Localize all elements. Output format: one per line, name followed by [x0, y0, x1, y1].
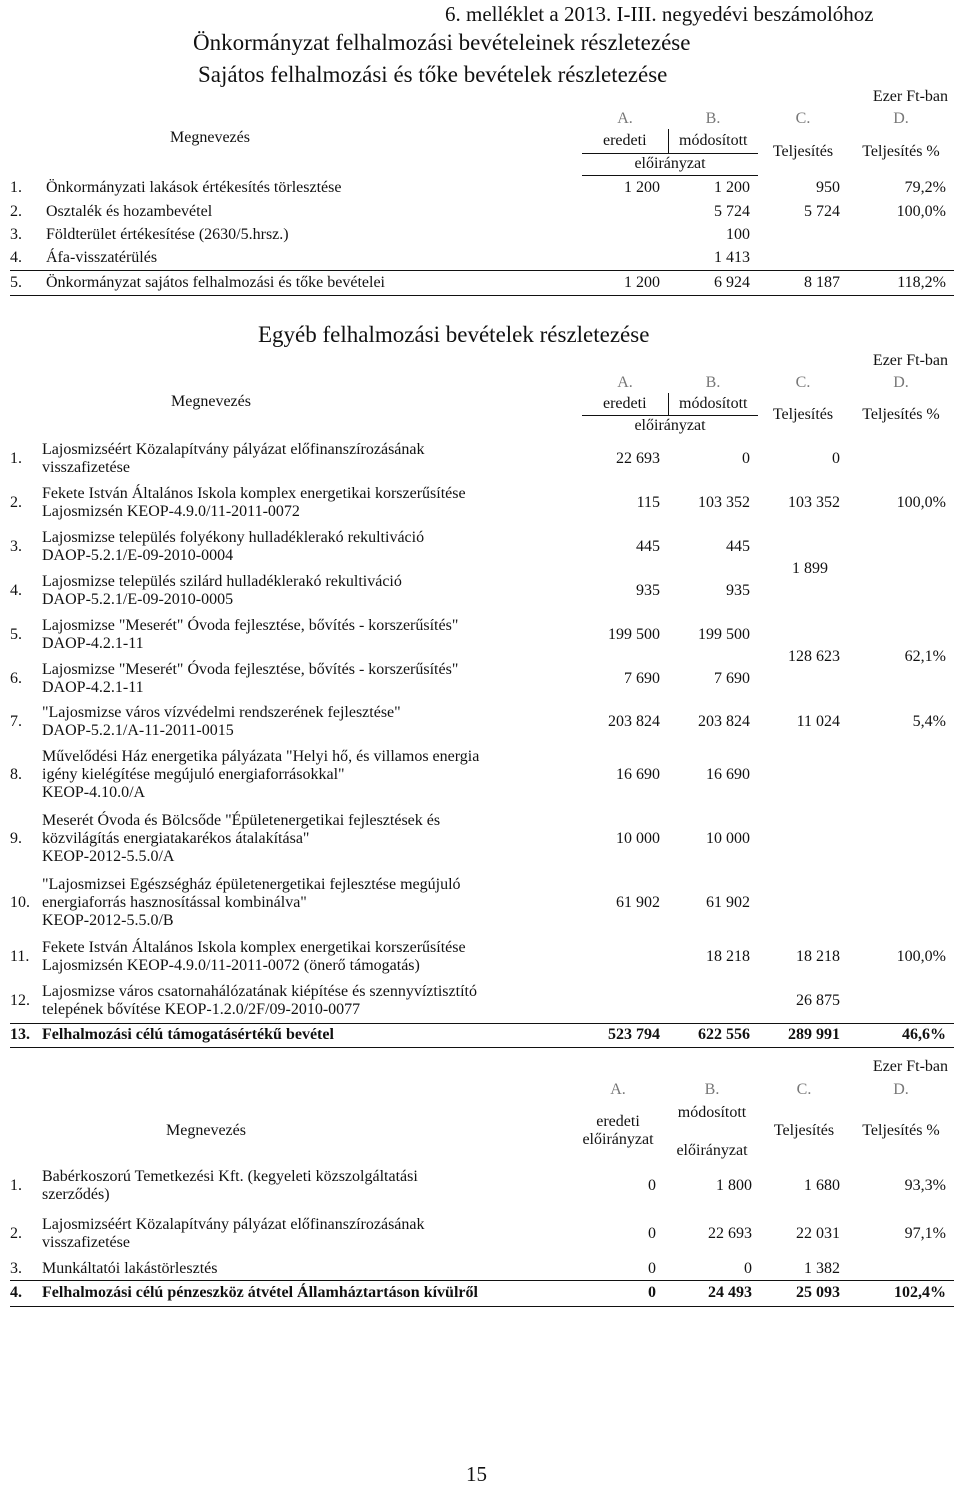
- value-teljesites-merged: 1 899: [792, 560, 828, 578]
- row-number: 2.: [10, 494, 22, 512]
- header-eredeti-eloiranyzat: [572, 1100, 664, 1162]
- header-eloiranyzat-2: előirányzat: [676, 1141, 748, 1159]
- section1-title: Sajátos felhalmozási és tőke bevételek részletezése: [198, 62, 668, 87]
- value-eredeti: 935: [636, 582, 660, 600]
- header-teljesites: Teljesítés: [773, 1122, 835, 1140]
- value-teljesites-pct: [848, 743, 954, 807]
- value-eredeti: 0: [648, 1225, 656, 1243]
- col-letter-a: A.: [610, 1081, 626, 1099]
- row-name-line: Fekete István Általános Iskola komplex energetikai korszerűsítése: [42, 939, 466, 957]
- row-name-line: Lajosmizse település szilárd hulladéklerakó rekultiváció: [42, 573, 402, 591]
- row-name-line: igény kielégítése megújuló energiaforrásokkal": [42, 766, 345, 784]
- value-teljesites-pct: 100,0%: [896, 948, 946, 966]
- row-number: 13.: [10, 1023, 40, 1047]
- value-eredeti: [582, 935, 668, 979]
- header-eredeti: eredeti: [582, 129, 668, 153]
- value-teljesites: 289 991: [758, 1023, 848, 1047]
- row-name: [40, 1210, 572, 1258]
- value-teljesites-pct: [848, 871, 954, 935]
- col-letter-b: B.: [705, 110, 721, 128]
- value-teljesites-merged: 128 623: [788, 648, 840, 666]
- value-teljesites: [758, 807, 848, 871]
- value-modositott: 18 218: [706, 948, 750, 966]
- table1-body: [10, 175, 954, 295]
- value-teljesites-pct: 118,2%: [848, 270, 954, 295]
- value-teljesites: 1 382: [804, 1259, 840, 1277]
- row-number: 2.: [10, 1225, 22, 1243]
- value-modositott: 199 500: [698, 626, 750, 644]
- row-name: [40, 871, 582, 935]
- header-teljesites-pct: Teljesítés %: [862, 143, 940, 161]
- row-name-line: KEOP-2012-5.5.0/A: [42, 847, 175, 865]
- row-name-line: Lajosmizse város csatornahálózatának kiépítése és szennyvíztisztító: [42, 982, 477, 1000]
- table-row: [10, 871, 954, 935]
- row-name-line: KEOP-4.10.0/A: [42, 783, 146, 801]
- value-teljesites-pct: 102,4%: [848, 1280, 954, 1306]
- value-teljesites: 950: [816, 178, 840, 196]
- value-modositott: 1 200: [714, 178, 750, 196]
- row-name-line: Munkáltatói lakástörlesztés: [42, 1259, 218, 1277]
- total-row: [10, 270, 954, 295]
- row-name: [40, 657, 582, 701]
- total-row: [10, 1280, 954, 1306]
- value-modositott: 935: [726, 582, 750, 600]
- value-teljesites-pct: [848, 807, 954, 871]
- value-eredeti: 523 794: [582, 1023, 668, 1047]
- unit-label-3: Ezer Ft-ban: [872, 1058, 948, 1075]
- row-number: 1.: [10, 178, 22, 196]
- value-eredeti: 10 000: [616, 830, 660, 848]
- header-modositott: módosított: [668, 393, 758, 415]
- header-megnevezes: Megnevezés: [166, 1122, 246, 1140]
- row-name: [40, 807, 582, 871]
- row-number: 12.: [10, 991, 30, 1009]
- total-row: [10, 1023, 954, 1047]
- value-teljesites-pct: 100,0%: [896, 494, 946, 512]
- value-teljesites-pct: 46,6%: [848, 1023, 954, 1047]
- table-row: [10, 979, 954, 1023]
- table-row: [10, 1162, 954, 1210]
- table-other-capital-revenues: [10, 373, 954, 1048]
- row-number: 4.: [10, 248, 22, 266]
- value-modositott: 0: [742, 450, 750, 468]
- header-eloiranyzat: előirányzat: [582, 1131, 654, 1148]
- value-teljesites: 103 352: [788, 494, 840, 512]
- value-teljesites-pct: 100,0%: [896, 202, 946, 220]
- value-teljesites-pct: 93,3%: [904, 1177, 946, 1195]
- header-megnevezes: Megnevezés: [171, 393, 251, 410]
- row-name: Felhalmozási célú pénzeszköz átvétel Államháztartáson kívülről: [40, 1280, 572, 1306]
- header-eloiranyzat: előirányzat: [634, 417, 706, 435]
- header-modositott: módosított: [677, 1104, 747, 1121]
- value-teljesites-pct: 97,1%: [904, 1225, 946, 1243]
- row-number: 5.: [10, 626, 22, 644]
- col-letter-a: A.: [617, 374, 633, 392]
- row-name-line: energiaforrás hasznosítással kombinálva": [42, 894, 307, 912]
- row-name-line: Lajosmizsén KEOP-4.9.0/11-2011-0072: [42, 503, 300, 520]
- column-letters-row-2: [10, 373, 954, 393]
- row-number: 2.: [10, 202, 22, 220]
- value-teljesites: 11 024: [796, 713, 840, 731]
- value-teljesites-pct: 79,2%: [904, 178, 946, 196]
- section2-title: Egyéb felhalmozási bevételek részletezése: [258, 322, 650, 347]
- row-name-line: Lajosmizse "Meserét" Óvoda fejlesztése, bővítés - korszerűsítés": [42, 617, 459, 635]
- row-number: 4.: [10, 582, 22, 600]
- row-name: [40, 437, 582, 481]
- header-teljesites-pct: Teljesítés %: [862, 406, 940, 424]
- value-eredeti: 199 500: [608, 626, 660, 644]
- value-teljesites-pct: [848, 979, 954, 1023]
- row-name-line: Lajosmizsén KEOP-4.9.0/11-2011-0072 (önerő támogatás): [42, 957, 420, 974]
- value-teljesites: 22 031: [796, 1225, 840, 1243]
- value-teljesites: [758, 743, 848, 807]
- row-name: [40, 613, 582, 657]
- row-name: Felhalmozási célú támogatásértékű bevétel: [40, 1023, 582, 1047]
- row-number: 4.: [10, 1280, 40, 1306]
- value-modositott: 0: [744, 1259, 752, 1277]
- row-name: Áfa-visszatérülés: [46, 248, 158, 266]
- row-name-line: "Lajosmizsei Egészségház épületenergetikai fejlesztése megújuló: [42, 876, 461, 894]
- header-eredeti: eredeti: [582, 393, 668, 415]
- table-row: [10, 223, 954, 246]
- table-row: [10, 246, 954, 270]
- table-row: [10, 481, 954, 525]
- col-letter-d: D.: [893, 1081, 909, 1099]
- header-eloiranyzat: előirányzat: [582, 153, 758, 175]
- value-modositott: 1 800: [716, 1177, 752, 1195]
- unit-label: Ezer Ft-ban: [872, 88, 948, 105]
- row-number: 7.: [10, 713, 22, 731]
- row-name: [40, 569, 582, 613]
- row-name: [40, 1258, 572, 1280]
- row-number: 3.: [10, 538, 22, 556]
- value-eredeti: 115: [636, 494, 660, 512]
- value-modositott: [668, 979, 758, 1023]
- value-eredeti: 61 902: [616, 894, 660, 912]
- header-row-t3: [10, 1100, 954, 1162]
- value-eredeti: 22 693: [616, 450, 660, 468]
- value-teljesites: 5 724: [804, 202, 840, 220]
- value-modositott: 10 000: [706, 830, 750, 848]
- value-teljesites: [758, 223, 848, 246]
- table2-body: [10, 437, 954, 1047]
- header-modositott: módosított: [668, 129, 758, 153]
- annex-title: 6. melléklet a 2013. I-III. negyedévi beszámolóhoz: [445, 2, 874, 26]
- value-eredeti: 1 200: [624, 178, 660, 196]
- row-name: Földterület értékesítése (2630/5.hrsz.): [46, 225, 289, 243]
- value-modositott: 100: [726, 225, 750, 243]
- row-name-line: Lajosmizséért Közalapítvány pályázat előfinanszírozásának: [42, 1216, 425, 1234]
- row-name: [40, 525, 582, 569]
- row-name: [40, 701, 582, 743]
- row-name-line: Meserét Óvoda és Bölcsőde "Épületenergetikai fejlesztések és: [42, 812, 441, 830]
- row-number: 9.: [10, 830, 22, 848]
- row-name-line: Lajosmizse település folyékony hulladéklerakó rekultiváció: [42, 529, 425, 547]
- table-row: [10, 743, 954, 807]
- col-letter-b: B.: [704, 1081, 720, 1099]
- value-teljesites-pct: [848, 1258, 954, 1280]
- table-own-capital-revenues: [10, 109, 954, 296]
- row-number: 5.: [10, 270, 44, 295]
- row-name-line: Fekete István Általános Iskola komplex energetikai korszerűsítése: [42, 485, 466, 503]
- col-letter-c: C.: [795, 110, 811, 128]
- value-modositott: 1 413: [714, 248, 750, 266]
- value-modositott: 6 924: [668, 270, 758, 295]
- row-name: [40, 481, 582, 525]
- row-number: 3.: [10, 1259, 22, 1277]
- row-name: Önkormányzati lakások értékesítés törlesztése: [46, 178, 342, 196]
- value-modositott: 103 352: [698, 494, 750, 512]
- col-letter-c: C.: [795, 374, 811, 392]
- row-name-line: KEOP-2012-5.5.0/B: [42, 911, 174, 929]
- table-row: [10, 807, 954, 871]
- row-name: [40, 1162, 572, 1210]
- value-teljesites: [758, 246, 848, 270]
- table3-body: [10, 1162, 954, 1306]
- row-name: [40, 743, 582, 807]
- main-title: Önkormányzat felhalmozási bevételeinek részletezése: [193, 30, 691, 55]
- col-letter-d: D.: [893, 110, 909, 128]
- value-modositott: 5 724: [714, 202, 750, 220]
- header-row-t2: [10, 393, 954, 415]
- row-name: Önkormányzat sajátos felhalmozási és tőke bevételei: [44, 270, 582, 295]
- row-name-line: szerződés): [42, 1186, 110, 1203]
- value-modositott: 16 690: [706, 766, 750, 784]
- row-name-line: DAOP-5.2.1/E-09-2010-0004: [42, 547, 234, 564]
- value-teljesites: 26 875: [796, 991, 840, 1009]
- header-modositott-eloiranyzat: [664, 1100, 760, 1162]
- row-name-line: Lajosmizséért Közalapítvány pályázat előfinanszírozásának: [42, 441, 425, 459]
- value-eredeti: 203 824: [608, 713, 660, 731]
- value-eredeti: [582, 246, 668, 270]
- col-letter-c: C.: [796, 1081, 812, 1099]
- value-eredeti: [582, 200, 668, 223]
- table-row: [10, 1258, 954, 1280]
- table-row: [10, 437, 954, 481]
- column-letters-row: [10, 109, 954, 129]
- header-teljesites: Teljesítés: [772, 143, 834, 161]
- value-modositott: 24 493: [664, 1280, 760, 1306]
- row-name: [40, 979, 582, 1023]
- row-number: 1.: [10, 450, 22, 468]
- table-funds-from-outside: [10, 1080, 954, 1307]
- value-teljesites-pct: [848, 223, 954, 246]
- row-name-line: visszafizetése: [42, 1234, 130, 1251]
- column-letters-row-3: [10, 1080, 954, 1100]
- value-eredeti: [582, 979, 668, 1023]
- col-letter-d: D.: [893, 374, 909, 392]
- row-name-line: közvilágítás energiatakarékos átalakítása": [42, 830, 310, 848]
- header-megnevezes: Megnevezés: [170, 129, 250, 146]
- row-name-line: Művelődési Ház energetika pályázata "Helyi hő, és villamos energia: [42, 748, 480, 766]
- col-letter-a: A.: [617, 110, 633, 128]
- value-modositott: 203 824: [698, 713, 750, 731]
- row-name-line: Lajosmizse "Meserét" Óvoda fejlesztése, bővítés - korszerűsítés": [42, 661, 459, 679]
- page-number: 15: [466, 1462, 487, 1486]
- row-name-line: "Lajosmizse város vízvédelmi rendszerének fejlesztése": [42, 704, 401, 722]
- row-name: Osztalék és hozambevétel: [46, 202, 213, 220]
- row-name-line: visszafizetése: [42, 459, 130, 476]
- row-number: 11.: [10, 948, 30, 966]
- value-eredeti: 445: [636, 538, 660, 556]
- header-eredeti: eredeti: [596, 1113, 640, 1131]
- table-row: [10, 701, 954, 743]
- value-modositott: 622 556: [668, 1023, 758, 1047]
- value-modositott: 22 693: [708, 1225, 752, 1243]
- header-teljesites: Teljesítés: [772, 406, 834, 424]
- row-name-line: Babérkoszorú Temetkezési Kft. (kegyeleti közszolgáltatási: [42, 1168, 418, 1186]
- row-name: [40, 935, 582, 979]
- header-row: [10, 129, 954, 153]
- value-eredeti: 1 200: [582, 270, 668, 295]
- value-teljesites-pct: [848, 246, 954, 270]
- row-number: 8.: [10, 766, 22, 784]
- value-modositott: 7 690: [714, 670, 750, 688]
- value-teljesites: 25 093: [760, 1280, 848, 1306]
- value-teljesites-pct: 5,4%: [912, 713, 946, 731]
- row-name-line: DAOP-5.2.1/A-11-2011-0015: [42, 722, 234, 739]
- value-teljesites: 0: [832, 450, 840, 468]
- value-eredeti: 0: [572, 1280, 664, 1306]
- value-eredeti: 7 690: [624, 670, 660, 688]
- row-number: 1.: [10, 1177, 22, 1195]
- table-row: [10, 175, 954, 200]
- value-eredeti: [582, 223, 668, 246]
- value-modositott: 445: [726, 538, 750, 556]
- row-number: 6.: [10, 670, 22, 688]
- value-teljesites: 18 218: [796, 948, 840, 966]
- row-name-line: DAOP-4.2.1-11: [42, 679, 144, 696]
- value-teljesites-pct: [848, 525, 954, 613]
- table-row: [10, 1210, 954, 1258]
- table-row: [10, 613, 954, 657]
- value-teljesites-pct: [848, 437, 954, 481]
- row-name-line: DAOP-4.2.1-11: [42, 635, 144, 652]
- table-row: [10, 200, 954, 223]
- header-teljesites-pct: Teljesítés %: [862, 1122, 940, 1140]
- value-modositott: 61 902: [706, 894, 750, 912]
- value-eredeti: 0: [648, 1259, 656, 1277]
- value-teljesites: [758, 871, 848, 935]
- value-teljesites: 8 187: [758, 270, 848, 295]
- value-eredeti: 0: [648, 1177, 656, 1195]
- row-number: 10.: [10, 894, 30, 912]
- unit-label-2: Ezer Ft-ban: [872, 352, 948, 369]
- value-teljesites-pct-merged: 62,1%: [904, 648, 946, 666]
- row-name-line: telepének bővítése KEOP-1.2.0/2F/09-2010-0077: [42, 1000, 361, 1018]
- table-row: [10, 525, 954, 569]
- table-row: [10, 935, 954, 979]
- value-teljesites: 1 680: [804, 1177, 840, 1195]
- row-number: 3.: [10, 225, 22, 243]
- col-letter-b: B.: [705, 374, 721, 392]
- row-name-line: DAOP-5.2.1/E-09-2010-0005: [42, 591, 234, 608]
- value-eredeti: 16 690: [616, 766, 660, 784]
